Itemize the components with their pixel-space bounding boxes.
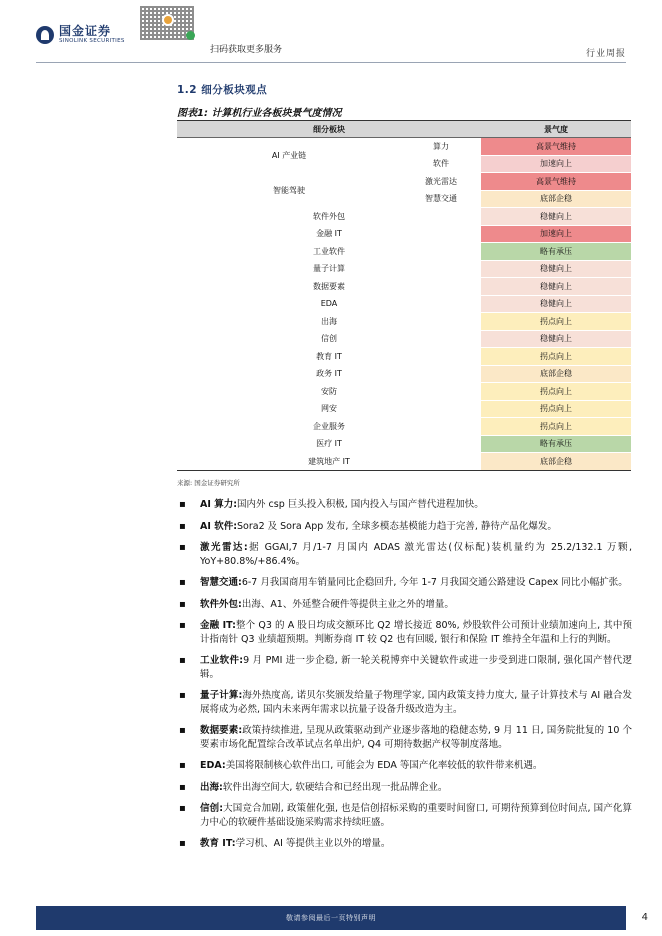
list-item <box>177 724 632 751</box>
brand-name-cn: 国金证券 <box>59 24 112 38</box>
name-cell: 金融 IT <box>177 225 481 243</box>
level-cell: 拐点向上 <box>481 313 631 331</box>
list-item <box>177 654 632 681</box>
level-cell: 略有承压 <box>481 435 631 453</box>
bullet-head: 信创: <box>200 803 224 814</box>
list-item <box>177 759 632 773</box>
table-header-row <box>177 121 631 138</box>
group-cell: AI 产业链 <box>177 138 401 173</box>
name-cell: 政务 IT <box>177 365 481 383</box>
bullet-head: 工业软件: <box>200 655 244 666</box>
sector-sentiment-table <box>177 120 631 471</box>
sub-cell: 激光雷达 <box>401 173 481 191</box>
list-item <box>177 520 632 534</box>
table-row <box>177 365 631 383</box>
bullet-head: 数据要素: <box>200 725 243 736</box>
sub-cell: 智慧交通 <box>401 190 481 208</box>
bullet-head: AI 软件: <box>200 520 237 532</box>
bullet-text: 政策持续推进, 呈现从政策驱动到产业逐步落地的稳健态势, 9 月 11 日, 国务院批复的 10 个要素市场化配置综合改革试点名单出炉, Q4 可期待数据产权等制度落地。 <box>200 725 632 750</box>
bullet-head: EDA: <box>200 760 226 771</box>
name-cell: 工业软件 <box>177 243 481 261</box>
name-cell: 出海 <box>177 313 481 331</box>
header-sentiment: 景气度 <box>481 121 631 138</box>
bullet-head: 智慧交通: <box>200 577 242 588</box>
bullet-text: 整个 Q3 的 A 股日均成交额环比 Q2 增长接近 80%, 炒股软件公司预计业绩加速向上, 其中预计指南针 Q3 业绩超预期。判断券商 IT 较 Q2 也有回暖, 银行和保险 IT 维持全年温和上行的判断。 <box>200 620 632 645</box>
table-row <box>177 208 631 226</box>
level-cell: 高景气维持 <box>481 138 631 156</box>
bullet-head: 金融 IT: <box>200 620 236 631</box>
name-cell: 软件外包 <box>177 208 481 226</box>
list-item <box>177 781 632 795</box>
page-number: 4 <box>641 912 648 923</box>
bullet-text: 海外热度高, 诺贝尔奖颁发给量子物理学家, 国内政策支持力度大, 量子计算技术与 AI 融合发展将成为必然, 国内未来两年需求以抗量子设备升级改造为主。 <box>200 690 632 715</box>
table-row <box>177 383 631 401</box>
header-divider <box>36 62 626 63</box>
bullet-head: 教育 IT: <box>200 838 236 849</box>
bullet-head: 软件外包: <box>200 598 242 610</box>
group-cell: 智能驾驶 <box>177 173 401 208</box>
name-cell: 量子计算 <box>177 260 481 278</box>
level-cell: 稳健向上 <box>481 278 631 296</box>
name-cell: 信创 <box>177 330 481 348</box>
bullet-text: 出海、A1、外延整合硬件等提供主业之外的增量。 <box>241 598 454 610</box>
report-type: 行业周报 <box>585 49 626 59</box>
bullet-text: 大国竞合加剧, 政策催化强, 也是信创招标采购的重要时间窗口, 可期待预算到位时间点, 国产化算力中心的软硬件基础设施采购需求持续旺盛。 <box>200 803 632 828</box>
section-title: 1.2 细分板块观点 <box>177 84 268 96</box>
bullet-text: 软件出海空间大, 软硬结合和已经出现一批品牌企业。 <box>222 781 448 793</box>
level-cell: 底部企稳 <box>481 365 631 383</box>
level-cell: 拐点向上 <box>481 348 631 366</box>
name-cell: 企业服务 <box>177 418 481 436</box>
scan-prompt: 扫码获取更多服务 <box>210 45 283 55</box>
brand-logo <box>36 24 125 45</box>
page-footer <box>36 906 626 930</box>
level-cell: 稳健向上 <box>481 260 631 278</box>
level-cell: 拐点向上 <box>481 400 631 418</box>
table-row <box>177 295 631 313</box>
list-item <box>177 598 632 612</box>
level-cell: 稳健向上 <box>481 295 631 313</box>
level-cell: 底部企稳 <box>481 453 631 471</box>
table-row <box>177 138 631 156</box>
level-cell: 底部企稳 <box>481 190 631 208</box>
table-row <box>177 260 631 278</box>
bullet-text: 国内外 csp 巨头投入积极, 国内投入与国产替代进程加快。 <box>237 499 484 510</box>
bullet-text: 美国将限制核心软件出口, 可能会为 EDA 等国产化率较低的软件带来机遇。 <box>225 760 543 771</box>
level-cell: 加速向上 <box>481 225 631 243</box>
level-cell: 拐点向上 <box>481 418 631 436</box>
bullet-head: 出海: <box>200 781 223 793</box>
list-item <box>177 802 632 829</box>
table-row <box>177 453 631 471</box>
list-item <box>177 689 632 716</box>
bullet-text: 6-7 月我国商用车销量同比企稳回升, 今年 1-7 月我国交通公路建设 Capex 同比小幅扩张。 <box>241 577 628 588</box>
table-row <box>177 173 631 191</box>
table-row <box>177 330 631 348</box>
level-cell: 高景气维持 <box>481 173 631 191</box>
name-cell: 教育 IT <box>177 348 481 366</box>
table-row <box>177 313 631 331</box>
disclaimer-link[interactable]: 敬请参阅最后一页特别声明 <box>286 914 376 922</box>
level-cell: 稳健向上 <box>481 330 631 348</box>
list-item <box>177 837 632 851</box>
table-row <box>177 418 631 436</box>
table-source: 来源: 国金证券研究所 <box>177 479 240 487</box>
name-cell: 数据要素 <box>177 278 481 296</box>
wechat-badge-icon <box>186 31 195 40</box>
level-cell: 略有承压 <box>481 243 631 261</box>
table-row <box>177 348 631 366</box>
bullet-text: Sora2 及 Sora App 发布, 全球多模态基模能力趋于完善, 静待产品化爆发。 <box>237 520 557 532</box>
list-item <box>177 619 632 646</box>
bullet-head: AI 算力: <box>200 499 237 510</box>
bullet-text: 9 月 PMI 进一步企稳, 新一轮关税博弈中关键软件或进一步受到进口限制, 强化国产替代逻辑。 <box>200 655 632 680</box>
logo-icon <box>36 26 54 44</box>
brand-name-en: SINOLINK SECURITIES <box>59 38 125 44</box>
page-header <box>0 0 662 64</box>
table-row <box>177 435 631 453</box>
table-row <box>177 278 631 296</box>
list-item <box>177 498 632 512</box>
table-row <box>177 225 631 243</box>
level-cell: 加速向上 <box>481 155 631 173</box>
bullet-text: 学习机、AI 等提供主业以外的增量。 <box>235 838 391 849</box>
list-item <box>177 541 632 568</box>
bullet-head: 量子计算: <box>200 690 243 701</box>
name-cell: 网安 <box>177 400 481 418</box>
qr-logo-icon <box>162 14 174 26</box>
sub-cell: 算力 <box>401 138 481 156</box>
name-cell: 建筑地产 IT <box>177 453 481 471</box>
level-cell: 拐点向上 <box>481 383 631 401</box>
figure-title: 图表1: 计算机行业各板块景气度情况 <box>177 108 342 119</box>
name-cell: 医疗 IT <box>177 435 481 453</box>
header-sector: 细分板块 <box>177 121 481 138</box>
bullet-text: 据 GGAI,7 月/1-7 月国内 ADAS 激光雷达(仅标配)装机量约为 25.2/132.1 万颗, YoY+80.8%/+86.4%。 <box>200 542 632 567</box>
name-cell: 安防 <box>177 383 481 401</box>
list-item <box>177 576 632 590</box>
table-row <box>177 400 631 418</box>
name-cell: EDA <box>177 295 481 313</box>
level-cell: 稳健向上 <box>481 208 631 226</box>
table-row <box>177 243 631 261</box>
bullet-head: 激光雷达: <box>200 542 248 553</box>
sector-bullets <box>177 498 632 859</box>
sub-cell: 软件 <box>401 155 481 173</box>
